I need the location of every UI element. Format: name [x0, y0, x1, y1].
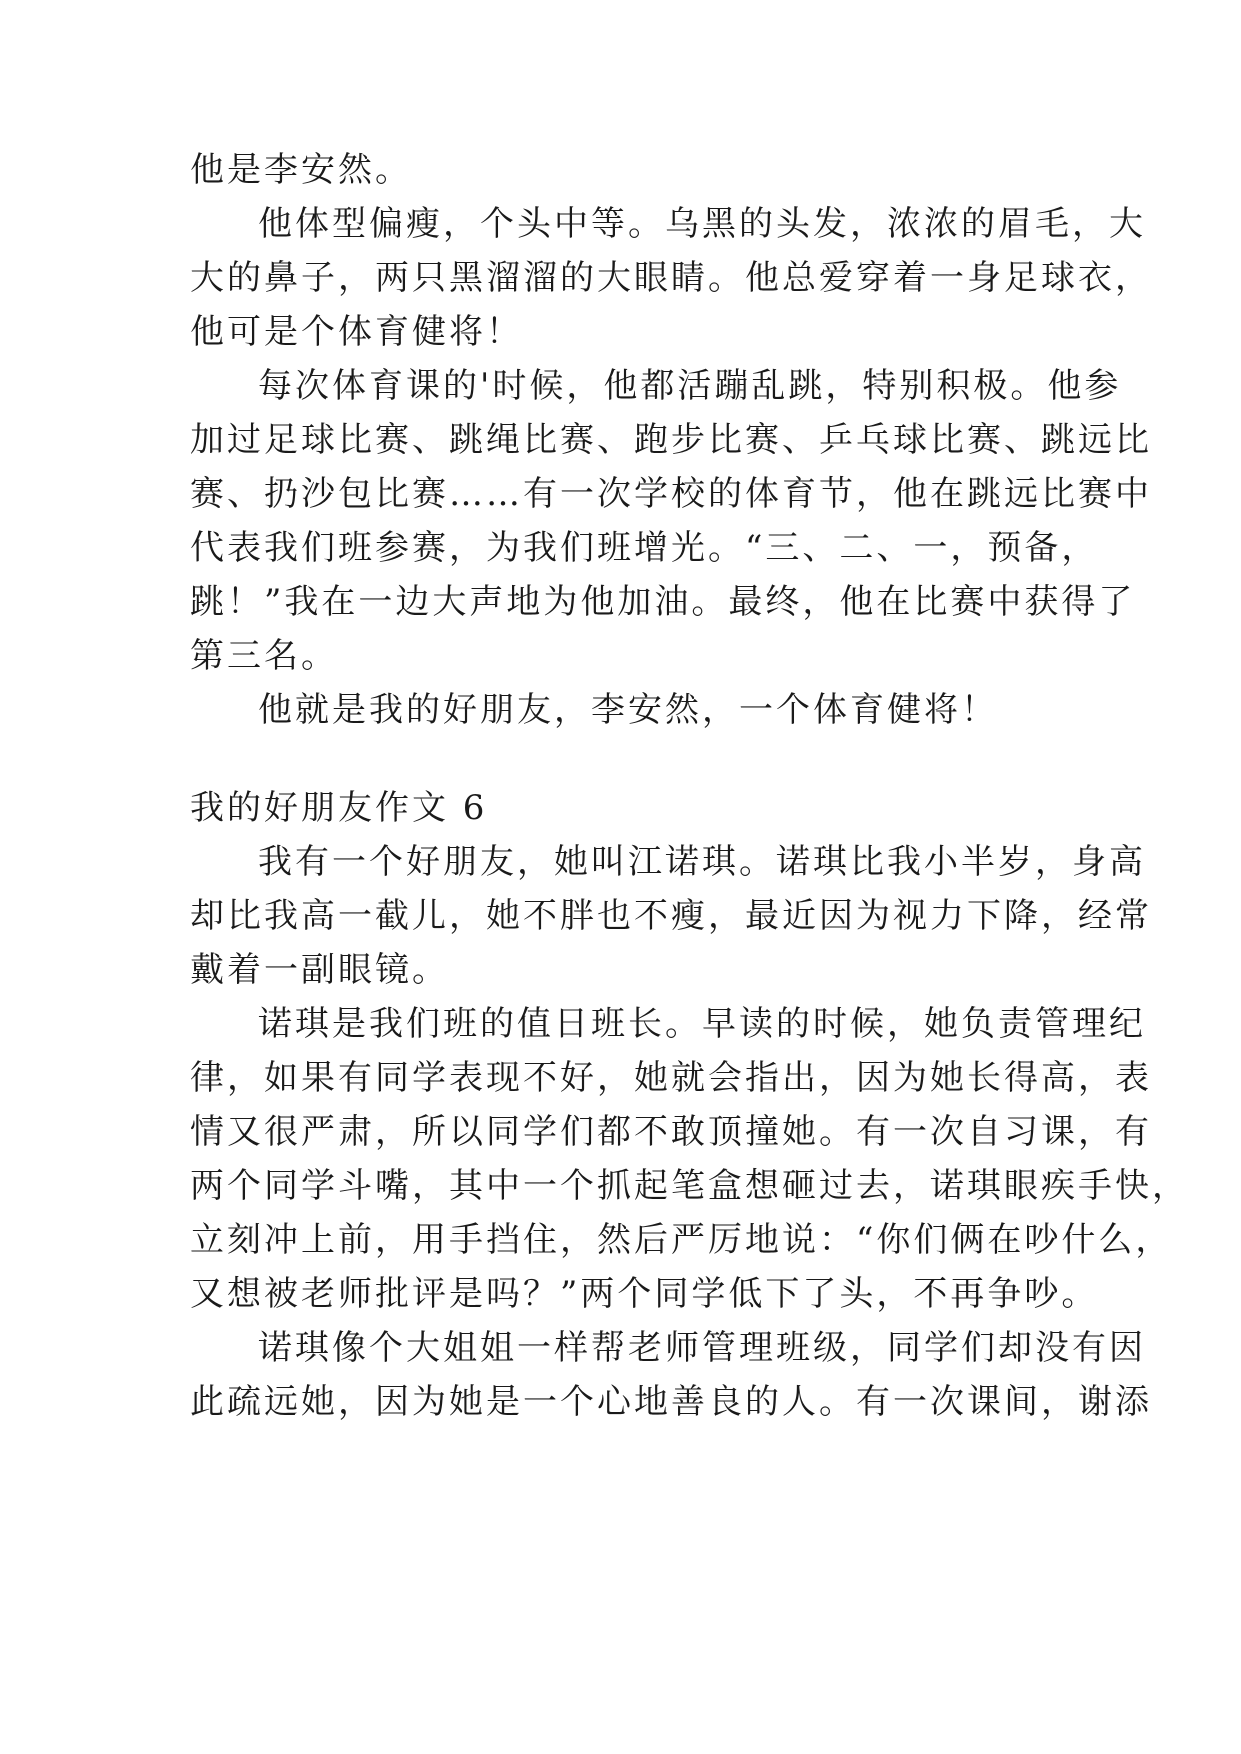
text-line: 诺琪像个大姐姐一样帮老师管理班级，同学们却没有因	[258, 1328, 1146, 1368]
text-line: 两个同学斗嘴，其中一个抓起笔盒想砸过去，诺琪眼疾手快，	[190, 1166, 1189, 1206]
text-line: 大的鼻子，两只黑溜溜的大眼睛。他总爱穿着一身足球衣，	[190, 258, 1152, 298]
text-line: 却比我高一截儿，她不胖也不瘦，最近因为视力下降，经常	[190, 896, 1152, 936]
text-line: 他就是我的好朋友，李安然，一个体育健将！	[258, 690, 998, 730]
text-line: 此疏远她，因为她是一个心地善良的人。有一次课间，谢添	[190, 1382, 1152, 1422]
text-line: 加过足球比赛、跳绳比赛、跑步比赛、乒乓球比赛、跳远比	[190, 420, 1152, 460]
text-line: 他是李安然。	[190, 150, 412, 190]
text-line: 又想被老师批评是吗？”两个同学低下了头，不再争吵。	[190, 1274, 1099, 1314]
text-line: 诺琪是我们班的值日班长。早读的时候，她负责管理纪	[258, 1004, 1146, 1044]
text-line: 赛、扔沙包比赛……有一次学校的体育节，他在跳远比赛中	[190, 474, 1152, 514]
text-line: 情又很严肃，所以同学们都不敢顶撞她。有一次自习课，有	[190, 1112, 1152, 1152]
text-line: 每次体育课的'时候，他都活蹦乱跳，特别积极。他参	[258, 366, 1122, 406]
text-line: 我有一个好朋友，她叫江诺琪。诺琪比我小半岁，身高	[258, 842, 1146, 882]
text-line: 跳！”我在一边大声地为他加油。最终，他在比赛中获得了	[190, 582, 1136, 622]
text-line: 第三名。	[190, 636, 338, 676]
text-line: 他可是个体育健将！	[190, 312, 523, 352]
text-line: 律，如果有同学表现不好，她就会指出，因为她长得高，表	[190, 1058, 1152, 1098]
text-line: 代表我们班参赛，为我们班增光。“三、二、一，预备，	[190, 528, 1099, 568]
text-line: 立刻冲上前，用手挡住，然后严厉地说：“你们俩在吵什么，	[190, 1220, 1173, 1260]
text-line: 戴着一副眼镜。	[190, 950, 449, 990]
text-line: 他体型偏瘦，个头中等。乌黑的头发，浓浓的眉毛，大	[258, 204, 1146, 244]
section-heading: 我的好朋友作文 6	[190, 788, 488, 828]
